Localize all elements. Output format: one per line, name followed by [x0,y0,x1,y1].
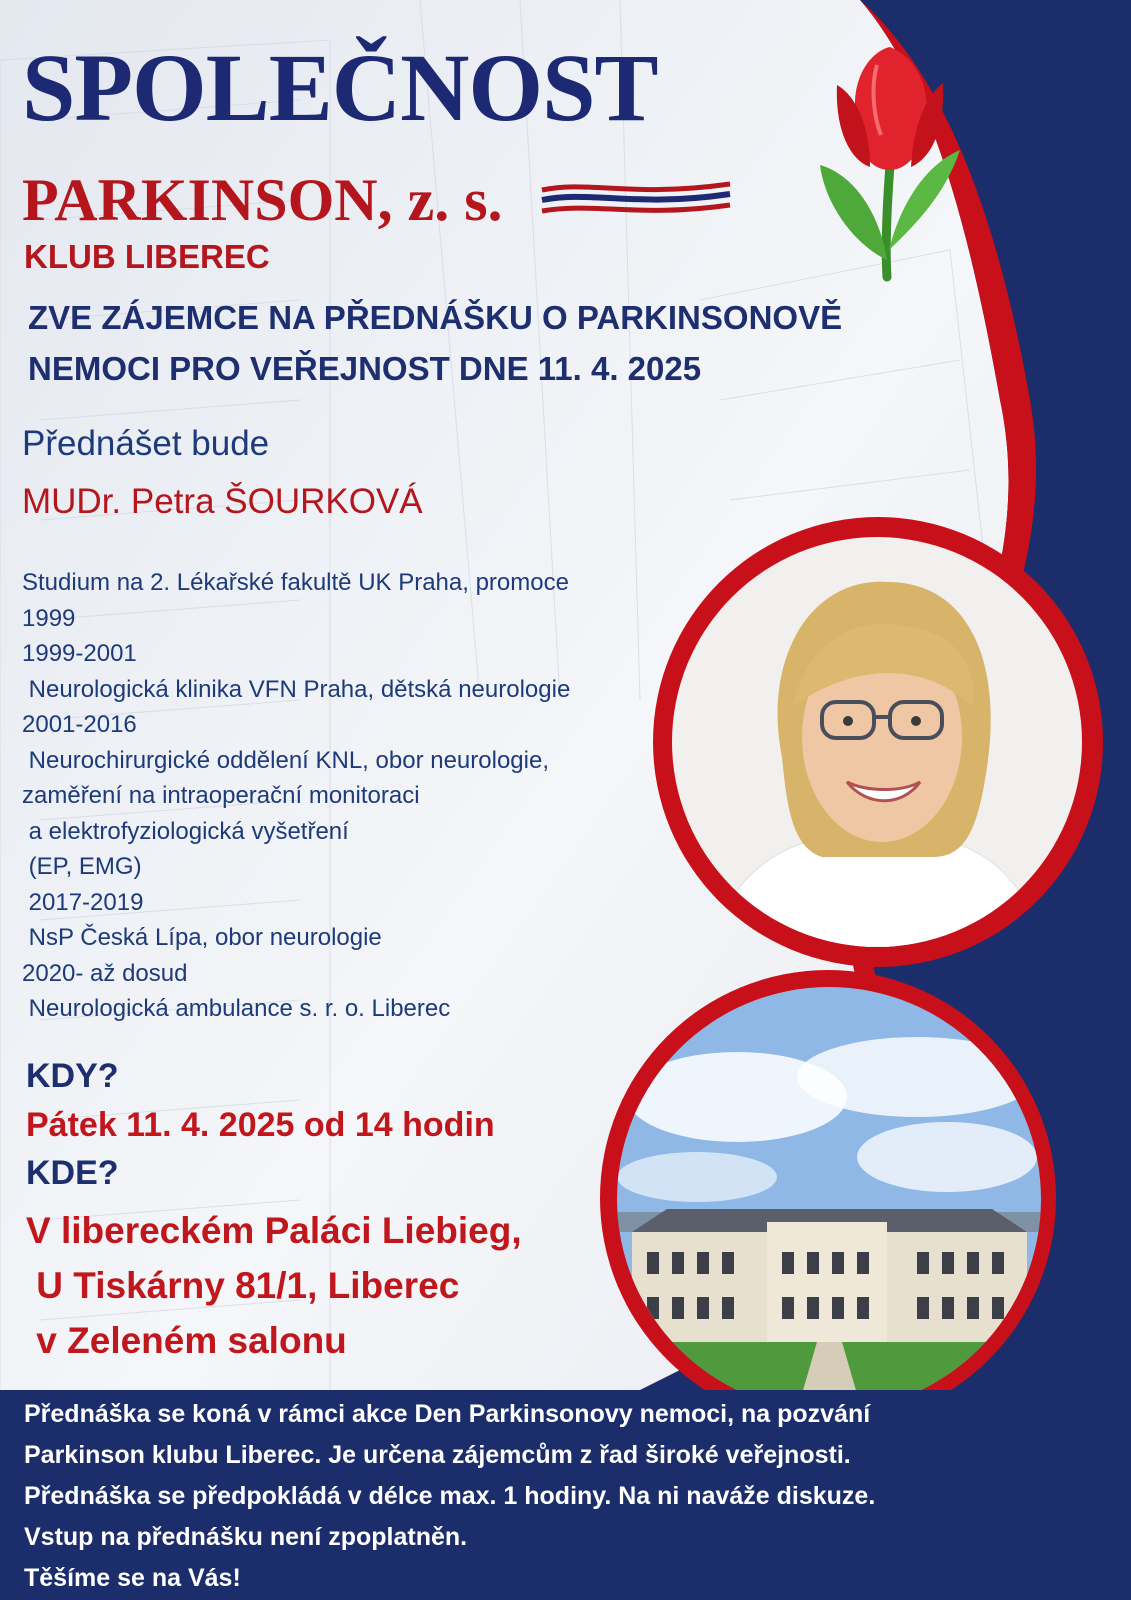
invitation-line: ZVE ZÁJEMCE NA PŘEDNÁŠKU O PARKINSONOVĚ [28,299,843,336]
bio-line: 2017-2019 [22,888,144,916]
venue-line: U Tiskárny 81/1, Liberec [26,1265,460,1306]
footer-line: Přednáška se předpokládá v délce max. 1 hodiny. Na ni naváže diskuze. [24,1482,876,1510]
footer-text [24,1394,875,1599]
venue-line: V libereckém Paláci Liebieg, [26,1210,522,1251]
footer-line: Parkinson klubu Liberec. Je určena zájemcům z řad široké veřejnosti. [24,1441,851,1469]
when-question: KDY? [26,1057,119,1095]
venue-address [26,1203,522,1368]
tulip-icon [815,45,965,285]
when-answer: Pátek 11. 4. 2025 od 14 hodin [26,1106,495,1144]
footer-line: Těšíme se na Vás! [24,1564,241,1592]
bio-line: Neurochirurgické oddělení KNL, obor neurologie, [22,746,549,774]
org-subtitle: PARKINSON, z. s. [22,167,503,233]
org-title: SPOLEČNOST [22,34,658,141]
venue-line: v Zeleném salonu [26,1320,347,1361]
invitation-line: NEMOCI PRO VEŘEJNOST DNE 11. 4. 2025 [28,350,702,387]
bio-line: 2001-2016 [22,711,137,738]
invitation-heading [28,292,842,394]
bio-line: NsP Česká Lípa, obor neurologie [22,924,382,951]
where-question: KDE? [26,1154,119,1192]
bio-line: a elektrofyziologická vyšetření [22,817,349,845]
bio-line: Studium na 2. Lékařské fakultě UK Praha, promoce [22,569,569,596]
bio-line: zaměření na intraoperační monitoraci [22,782,420,809]
club-name: KLUB LIBEREC [24,238,270,275]
footer-line: Vstup na přednášku není zpoplatněn. [24,1523,468,1551]
footer-line: Přednáška se koná v rámci akce Den Parkinsonovy nemoci, na pozvání [24,1400,871,1428]
bio-line: Neurologická ambulance s. r. o. Liberec [22,995,451,1022]
lecturer-photo [672,537,1082,947]
wave-logo-icon [540,180,732,222]
venue-photo [617,987,1041,1411]
lecturer-intro: Přednášet bude [22,424,270,463]
lecturer-name: MUDr. Petra ŠOURKOVÁ [22,482,423,521]
bio-line: 1999 [22,604,76,632]
bio-line: (EP, EMG) [22,853,142,880]
bio-line: Neurologická klinika VFN Praha, dětská neurologie [22,675,571,703]
bio-line: 2020- až dosud [22,959,188,987]
bio-line: 1999-2001 [22,640,137,667]
lecturer-bio [22,565,672,1027]
